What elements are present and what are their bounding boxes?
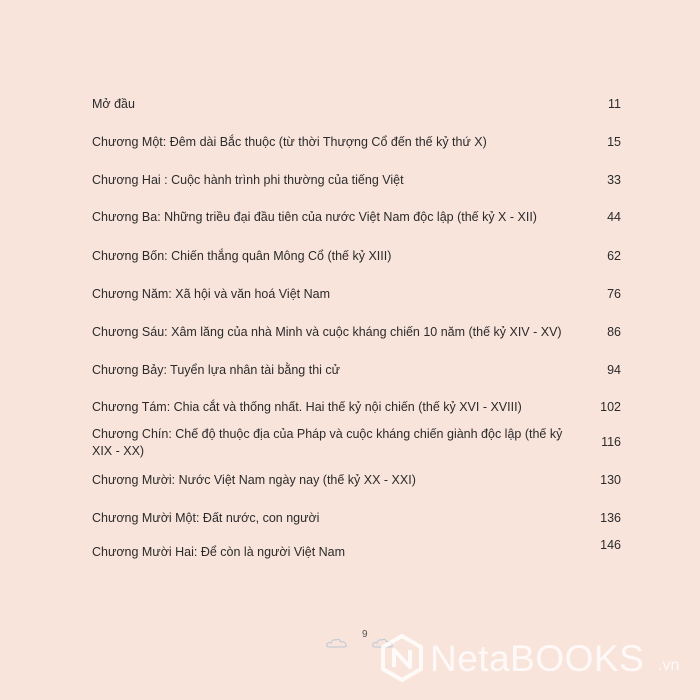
netabooks-logo-icon (380, 634, 424, 682)
toc-entry-page: 102 (600, 400, 621, 414)
toc-entry-title: Chương Chín: Chế độ thuộc địa của Pháp và cuộc kháng chiến giành độc lập (thế kỷ XIX - XX) (92, 427, 563, 458)
toc-entry-page: 44 (607, 210, 621, 224)
toc-entry-page: 146 (600, 538, 621, 552)
toc-entry-page: 136 (600, 511, 621, 525)
brand-name: NetaBOOKS (430, 638, 645, 679)
cloud-icon (326, 637, 348, 649)
toc-entry-title: Chương Sáu: Xâm lăng của nhà Minh và cuộc kháng chiến 10 năm (thế kỷ XIV - XV) (92, 325, 562, 339)
page-number: 9 (362, 629, 368, 640)
toc-entry-title: Chương Ba: Những triều đại đầu tiên của nước Việt Nam độc lập (thế kỷ X - XII) (92, 210, 537, 224)
toc-entry-page: 130 (600, 473, 621, 487)
brand-domain: .vn (658, 657, 680, 674)
toc-entry-title: Chương Mười Hai: Để còn là người Việt Nam (92, 545, 346, 559)
toc-entry-title: Chương Một: Đêm dài Bắc thuộc (từ thời Thượng Cổ đến thế kỷ thứ X) (92, 135, 487, 149)
toc-entry-title: Chương Hai : Cuộc hành trình phi thường của tiếng Việt (92, 173, 404, 187)
toc-entry-page: 15 (607, 135, 621, 149)
toc-entry-page: 11 (608, 97, 621, 111)
toc-entry-title: Chương Mười: Nước Việt Nam ngày nay (thế kỷ XX - XXI) (92, 473, 416, 487)
toc-entry-page: 62 (607, 249, 621, 263)
toc-entry-page: 94 (607, 363, 621, 377)
netabooks-watermark (380, 630, 700, 690)
toc-entry-title: Mở đầu (92, 97, 135, 111)
toc-entry-title: Chương Mười Một: Đất nước, con người (92, 511, 320, 525)
toc-entry-title: Chương Bốn: Chiến thắng quân Mông Cổ (thế kỷ XIII) (92, 249, 392, 263)
toc-entry-page: 76 (607, 287, 621, 301)
toc-entry-page: 116 (601, 435, 621, 449)
toc-entry-page: 33 (607, 173, 621, 187)
toc-entry-title: Chương Tám: Chia cắt và thống nhất. Hai thế kỷ nội chiến (thế kỷ XVI - XVIII) (92, 400, 522, 414)
toc-entry-title: Chương Năm: Xã hội và văn hoá Việt Nam (92, 287, 330, 301)
toc-entry-page: 86 (607, 325, 621, 339)
toc-entry-title: Chương Bảy: Tuyển lựa nhân tài bằng thi cử (92, 363, 341, 377)
